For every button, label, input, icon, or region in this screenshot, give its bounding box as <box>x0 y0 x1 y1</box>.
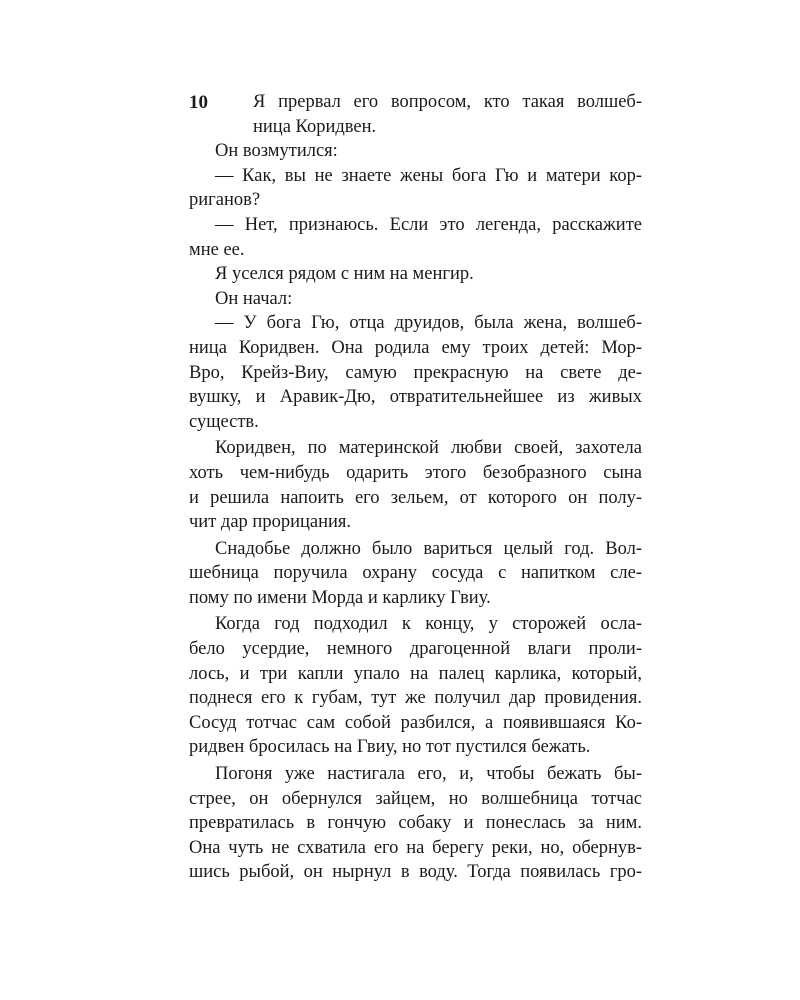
text-line: лось, и три капли упало на палец карлика, который, <box>189 663 642 684</box>
paragraph <box>189 537 642 611</box>
text-line: Когда год подходил к концу, у сторожей осла- <box>215 614 642 635</box>
text-line: — У бога Гю, отца друидов, была жена, волшеб- <box>215 313 642 334</box>
text-line: пому по имени Морда и карлику Гвиу. <box>189 587 491 608</box>
text-line: вушку, и Аравик-Дю, отвратительнейшее из живых <box>189 387 642 408</box>
text-line: Она чуть не схватила его на берегу реки, но, обернув- <box>189 837 642 858</box>
text-line: хоть чем-нибудь одарить этого безобразного сына <box>189 462 642 483</box>
text-line: Погоня уже настигала его, и, чтобы бежать бы- <box>215 764 642 785</box>
text-line: чит дар прорицания. <box>189 512 352 533</box>
text-line: Я уселся рядом с ним на менгир. <box>215 264 474 285</box>
text-line: Он начал: <box>215 288 293 309</box>
text-line: ридвен бросилась на Гвиу, но тот пустился бежать. <box>189 737 591 758</box>
text-line: Снадобье должно было вариться целый год. Вол- <box>215 538 642 559</box>
paragraph <box>189 762 642 885</box>
paragraph <box>189 311 642 434</box>
paragraph <box>189 164 642 213</box>
paragraph <box>189 213 642 262</box>
text-line: шебница поручила охрану сосуда с напитком сле- <box>189 563 642 584</box>
paragraph <box>189 612 642 760</box>
page-number: 10 <box>189 92 208 113</box>
text-line: риганов? <box>189 190 261 211</box>
page-text <box>189 90 642 885</box>
text-line: ница Коридвен. <box>253 116 377 137</box>
text-line: и решила напоить его зельем, от которого он полу- <box>189 487 642 508</box>
text-line: — Нет, признаюсь. Если это легенда, расскажите <box>215 214 642 235</box>
text-line: бело усердие, немного драгоценной влаги проли- <box>189 639 642 660</box>
paragraph <box>189 436 642 534</box>
text-line: Сосуд тотчас сам собой разбился, а появившаяся Ко- <box>189 712 642 733</box>
text-line: Я прервал его вопросом, кто такая волшеб- <box>253 92 642 112</box>
text-line: превратилась в гончую собаку и понеслась за ним. <box>189 813 642 834</box>
paragraph <box>189 139 642 164</box>
paragraph <box>189 287 642 312</box>
text-line: Вро, Крейз-Виу, самую прекрасную на свете де- <box>189 362 642 383</box>
text-line: Он возмутился: <box>215 141 338 162</box>
text-line: ница Коридвен. Она родила ему троих детей: Мор- <box>189 337 642 358</box>
text-line: мне ее. <box>189 239 245 260</box>
paragraph <box>189 262 642 287</box>
paragraph <box>189 90 642 139</box>
text-line: поднеся его к губам, тут же получил дар провидения. <box>189 688 642 709</box>
text-line: — Как, вы не знаете жены бога Гю и матери кор- <box>215 165 642 186</box>
text-line: Коридвен, по материнской любви своей, захотела <box>215 438 642 459</box>
text-line: шись рыбой, он нырнул в воду. Тогда появилась гро- <box>189 862 642 883</box>
text-line: стрее, он обернулся зайцем, но волшебница тотчас <box>189 788 642 809</box>
text-line: существ. <box>189 411 259 432</box>
